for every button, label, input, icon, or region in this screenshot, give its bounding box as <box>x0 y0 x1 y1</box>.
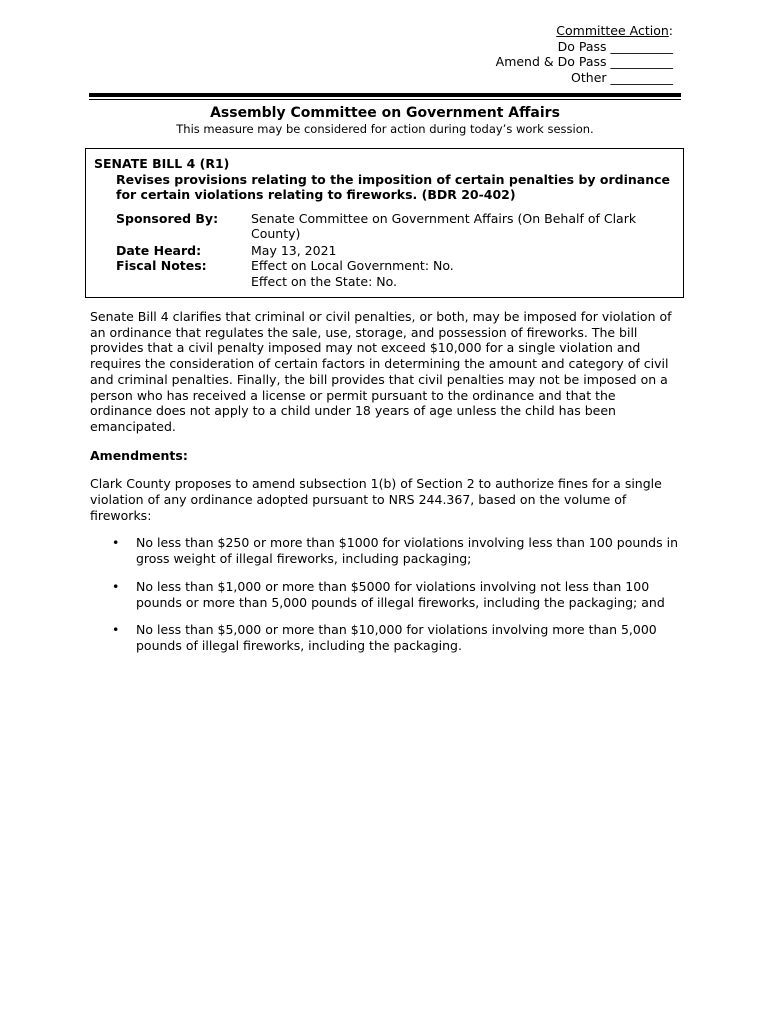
fiscal-notes-label: Fiscal Notes: <box>116 258 207 273</box>
bill-meta <box>116 211 675 290</box>
committee-action-block <box>496 23 673 85</box>
fine-list-item-text: No less than $1,000 or more than $5000 for violations involving not less than 100 pounds or more than 5,000 pounds of illegal fireworks, including the packaging; and <box>136 578 665 610</box>
committee-action-title: Committee Action <box>556 23 669 38</box>
bullet-icon: • <box>112 622 120 638</box>
fiscal-state: Effect on the State: No. <box>251 273 398 289</box>
bill-summary: Senate Bill 4 clarifies that criminal or civil penalties, or both, may be imposed for violation of an ordinance that regulates the sale, use, storage, and possession of fireworks. The bill provides that a civil penalty imposed may not exceed $10,000 for a single violation and requires the consideration of certain factors in determining the amount and category of civil and criminal penalties. Finally, the bill provides that civil penalties may not be imposed on a person who has received a license or permit pursuant to the ordinance and that the ordinance does not apply to a child under 18 years of age unless the child has been emancipated. <box>90 309 672 434</box>
main-content <box>90 309 680 666</box>
fiscal-local-government: Effect on Local Government: No. <box>251 258 454 273</box>
sponsored-by-label: Sponsored By: <box>116 210 219 226</box>
fine-list <box>90 535 680 653</box>
fine-list-item-text: No less than $250 or more than $1000 for violations involving less than 100 pounds in gross weight of illegal fireworks, including packaging; <box>136 535 678 567</box>
fine-list-item <box>90 579 680 610</box>
amendments-intro: Clark County proposes to amend subsection 1(b) of Section 2 to authorize fines for a single violation of any ordinance adopted pursuant to NRS 244.367, based on the volume of fireworks: <box>90 476 662 523</box>
committee-title: Assembly Committee on Government Affairs <box>210 105 560 121</box>
fiscal-notes-values <box>251 258 675 289</box>
bill-info-box <box>85 148 684 298</box>
fine-list-item <box>90 622 680 653</box>
bullet-icon: • <box>112 578 120 594</box>
committee-action-heading <box>496 23 673 39</box>
date-heard-value: May 13, 2021 <box>251 242 337 258</box>
bill-number: SENATE BILL 4 (R1) <box>94 156 230 171</box>
bill-description: Revises provisions relating to the imposition of certain penalties by ordinance for certain violations relating to fireworks. (BDR 20-402) <box>116 171 670 202</box>
fine-list-item-text: No less than $5,000 or more than $10,000 for violations involving more than 5,000 pounds of illegal fireworks, including the packaging. <box>136 622 657 653</box>
sponsored-by-value: Senate Committee on Government Affairs (On Behalf of Clark County) <box>251 210 637 241</box>
other-line: Other __________ <box>571 69 673 85</box>
fine-list-item <box>90 535 680 566</box>
header-rule-thick <box>89 93 681 97</box>
amend-do-pass-line: Amend & Do Pass __________ <box>495 54 673 69</box>
bullet-icon: • <box>112 535 120 551</box>
fiscal-notes-row <box>116 258 675 289</box>
date-heard-label: Date Heard: <box>116 242 202 258</box>
amendments-heading: Amendments: <box>90 447 188 463</box>
header-rule-thin <box>89 99 681 100</box>
sponsored-by-row <box>116 211 675 242</box>
date-heard-row <box>116 243 675 259</box>
committee-action-colon: : <box>668 23 673 38</box>
do-pass-line: Do Pass __________ <box>557 38 673 54</box>
committee-subtitle: This measure may be considered for action during today’s work session. <box>176 122 594 136</box>
